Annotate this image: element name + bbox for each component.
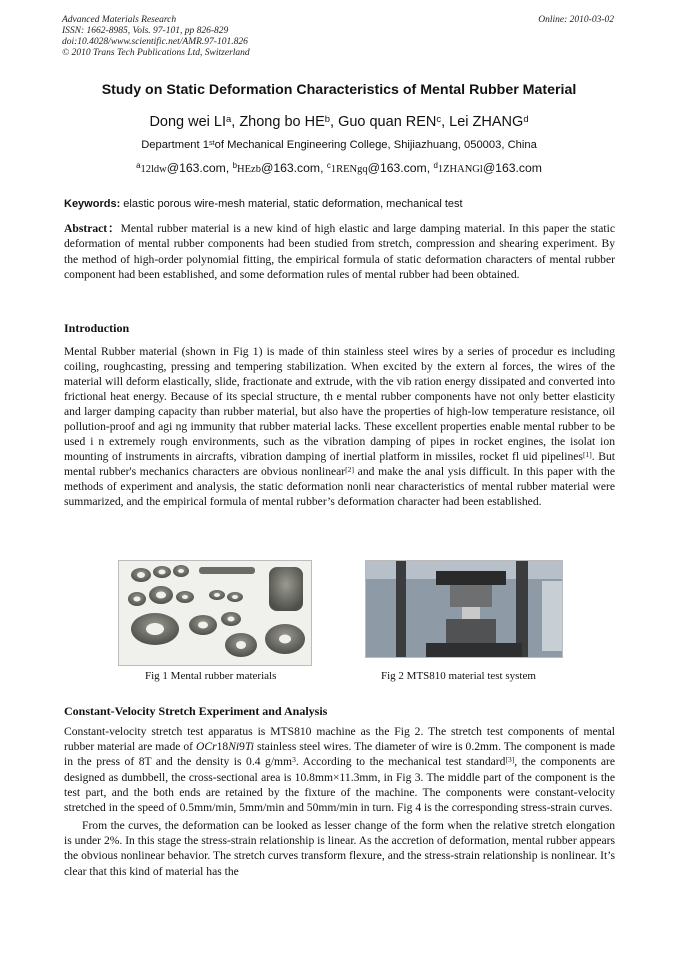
email-mark: b: [232, 161, 238, 171]
author-name: Zhong bo HE: [239, 114, 325, 130]
material-code-part: 9: [239, 740, 245, 754]
section2-text-b: stainless steel wires. The diameter of wire is 0.2mm. The component is made in the press of 8T and the density is 0.4 g/mm: [64, 740, 615, 769]
journal-issn: ISSN: 1662-8985, Vols. 97-101, pp 826-829: [62, 26, 229, 36]
author-affil-mark: c: [436, 112, 442, 124]
author-name: Lei ZHANG: [449, 114, 524, 130]
email-user: 12ldw: [140, 164, 167, 175]
email-mark: c: [326, 161, 331, 171]
fig2-image: [365, 560, 563, 658]
email-domain: @163.com: [482, 161, 542, 175]
section2-text-a: Constant-velocity stretch test apparatus is MTS810 machine as the Fig 2. The stretch test components of mental rubber material are made of: [64, 725, 615, 754]
abstract-text: Mental rubber material is a new kind of high elastic and large damping material. In this paper the static deformation of mental rubber components had been studied from stretch, compression and shearing experiment. By the method of high-order polynomial fitting, the empirical formula of static deformation characters of mental rubber component had been established, and some deformation rules of mental rubber had been obtained.: [64, 222, 615, 281]
fig1-image: [118, 560, 312, 666]
email-mark: d: [433, 161, 438, 171]
affiliation-sup: st: [208, 137, 215, 147]
author-affil-mark: b: [324, 112, 330, 124]
keywords-text: elastic porous wire-mesh material, static deformation, mechanical test: [120, 198, 463, 210]
section2-heading: Constant-Velocity Stretch Experiment and Analysis: [64, 704, 328, 718]
affiliation-text-rest: of Mechanical Engineering College, Shijiazhuang, 050003, China: [214, 139, 537, 151]
abstract: [64, 221, 615, 282]
journal-name: Advanced Materials Research: [62, 15, 177, 25]
fig2-caption: Fig 2 MTS810 material test system: [381, 670, 536, 682]
intro-text-3: and make the anal ysis difficult. In this paper with the methods of experiment and analysis, the static deformation nonli near characteristics of mental rubber material were summarized, and the empirical formula of mental rubber’s deformation character had been established.: [64, 465, 615, 509]
journal-header: [62, 15, 250, 59]
citation-2[interactable]: [2]: [345, 464, 354, 474]
author-affil-mark: d: [523, 112, 529, 124]
email-user: HEzb: [237, 164, 261, 175]
email-user: 1RENgq: [330, 164, 368, 175]
email-mark: a: [136, 161, 141, 171]
material-code-part: OCr: [195, 740, 217, 754]
material-code-part: Ti: [244, 740, 254, 754]
online-date: Online: 2010-03-02: [538, 15, 614, 25]
email-list: $^a$12ldw@163.com, $^b$HEzb@163.com, $^c$1RENgq@163.com, $^d$1ZHANGl@163.com: [136, 161, 542, 175]
introduction-heading: Introduction: [64, 321, 130, 335]
journal-doi: doi:10.4028/www.scientific.net/AMR.97-101.826: [62, 37, 248, 47]
mts810-machine-illustration: [366, 561, 562, 657]
email-user: 1ZHANGl: [437, 164, 483, 175]
abstract-label: Abstract：: [64, 222, 121, 235]
introduction-paragraph: [64, 344, 615, 510]
citation-3[interactable]: [3]: [505, 755, 515, 765]
affiliation-text: Department 1: [141, 139, 209, 151]
section2-text-d: , the components are designed as dumbbell, the cross-sectional area is 10.8mm×11.3mm, in Fig 3. The middle part of the component is the test part, and the both ends are retained by the fixture of the machine. The components were constant-velocity stretched in the speed of 0.5mm/min, 5mm/min and 50mm/min in turn. Fig 4 is the corresponding stress-strain curves.: [64, 755, 615, 815]
exponent: 3: [292, 755, 296, 765]
paper-title: Study on Static Deformation Characteristics of Mental Rubber Material: [101, 82, 577, 98]
section2-paragraph-2: From the curves, the deformation can be looked as lesser change of the form when the relative stretch elongation is under 2%. In this stage the stress-strain relationship is linear. As the accretion of deformation, mental rubber appears the obvious nonlinear behavior. The stretch curves transform flexure, and the stress-strain relationship is nonlinear. It’s clear that this kind of material has the: [64, 819, 615, 878]
fig1-caption: Fig 1 Mental rubber materials: [145, 670, 277, 682]
citation-1[interactable]: [1]: [582, 449, 592, 459]
author-list: Dong wei $LI^a$, Zhong bo $HE^b$, Guo quan REN$^c$, Lei ZHANG$^d$: [149, 112, 529, 130]
keywords: [64, 198, 463, 210]
journal-copyright: © 2010 Trans Tech Publications Ltd, Switzerland: [62, 48, 250, 58]
intro-text-2: . But mental rubber's mechanics characters are obvious nonlinear: [64, 450, 615, 479]
author-name: Guo quan REN: [338, 114, 437, 130]
email-domain: @163.com: [166, 161, 226, 175]
affiliation: [0, 139, 678, 151]
author-name: Dong wei LI: [149, 114, 227, 130]
mental-rubber-samples-illustration: [119, 561, 311, 665]
email-domain: @163.com: [367, 161, 427, 175]
material-code-part: 18: [216, 740, 229, 754]
author-affil-mark: a: [226, 112, 232, 124]
section2-paragraph-1: [64, 724, 615, 815]
intro-text-1: Mental Rubber material (shown in Fig 1) is made of thin stainless steel wires by a series of procedur es including coiling, roughcasting, pressing and tempering stabilization. When excited by the extern al forces, the wires of the material will deform elastically, slide, fractionate and extrude, with the vib ration energy dissipated and converted into frictional heat energy. Because of its special structure, th e mental rubber components have not only better elasticity and larger damping capacity than rubber material, but also have the properties of high-low temperature resistance, oil pollution-proof and agi ng immunity that rubber material lacks. These excellent properties enable mental rubber to be used i n extremely rough environments, such as the vibration damping of pipes in rocket engines, the isolat ion mounting of instruments in aircrafts, vibration damping of inertial platform in missiles, rocket fl uid pipelines: [64, 345, 615, 464]
material-code-part: Ni: [228, 740, 240, 754]
email-domain: @163.com: [260, 161, 321, 175]
section2-text-c: . According to the mechanical test standard: [295, 755, 506, 769]
keywords-label: Keywords:: [64, 198, 121, 210]
